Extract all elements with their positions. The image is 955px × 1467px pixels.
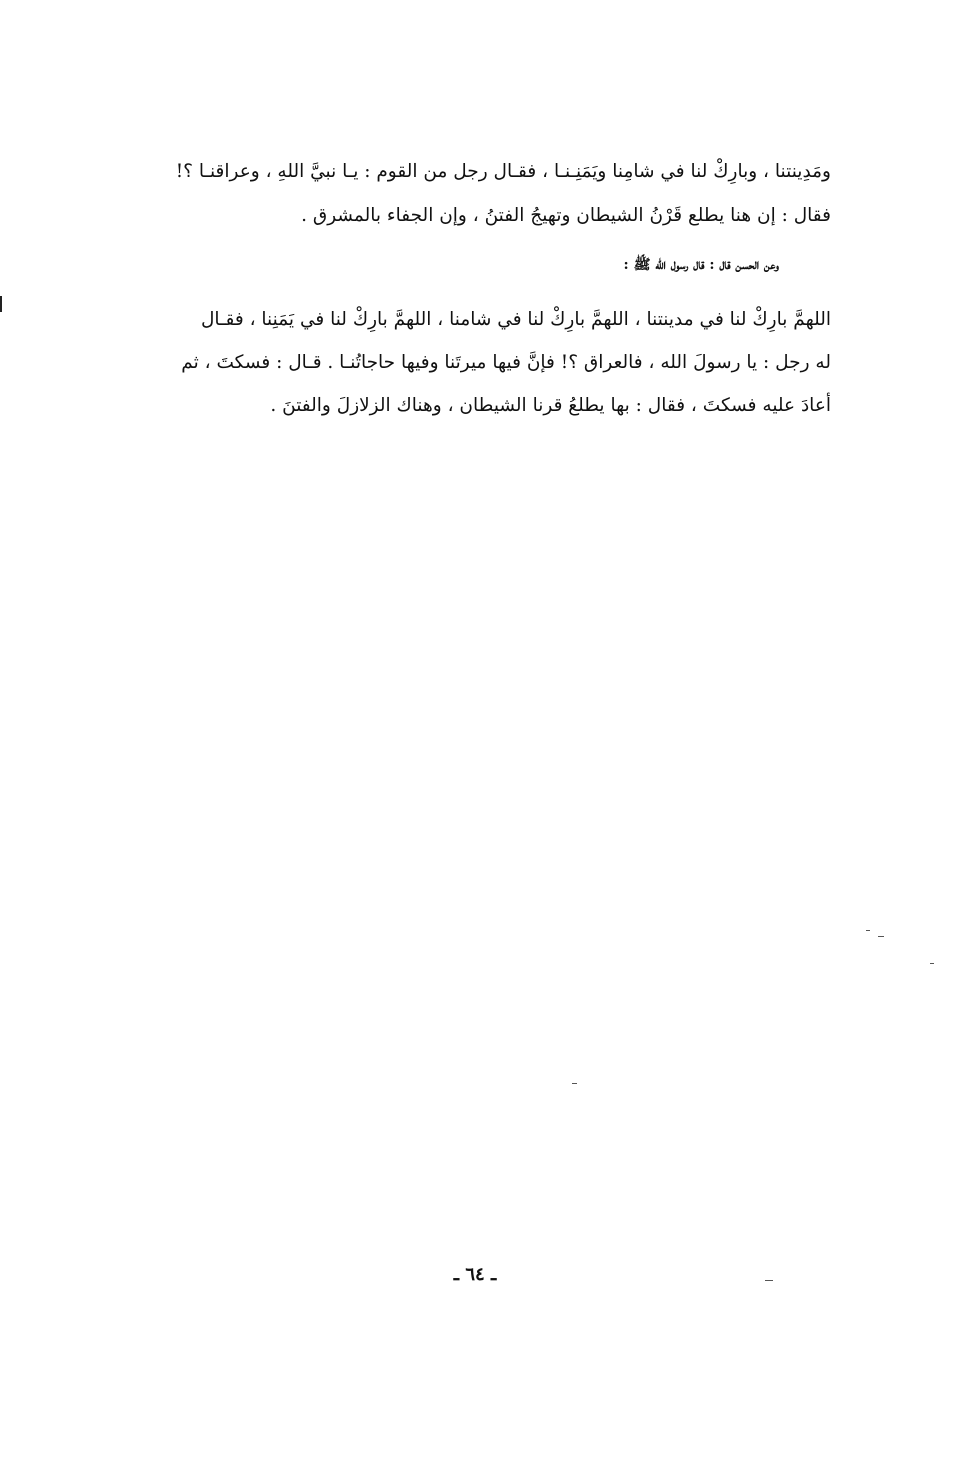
paragraph-2-line-3: أعادَ عليه فسكتَ ، فقال : بها يطلعُ قرنا الشيطان ، وهناك الزلازلَ والفتنَ . (270, 395, 831, 416)
page-number: ـ ٦٤ ـ (453, 1264, 497, 1285)
scan-artifact (572, 1083, 577, 1084)
hadith-heading: وعن الحسن قال : قال رسول الله ﷺ : (623, 257, 779, 273)
paragraph-1-line-2: فقال : إن هنا يطلع قَرْنُ الشيطان وتهيجُ الفتنُ ، وإن الجفاء بالمشرق . (301, 205, 831, 226)
scan-artifact (878, 936, 884, 937)
paragraph-2 (128, 298, 831, 427)
paragraph-2-line-2: له رجل : يا رسولَ الله ، فالعراق ؟! فإنَّ فيها ميرتَنا وفيها حاجاتُنـا . قـال : فسكتَ ، ثم (181, 352, 831, 373)
scan-artifact (765, 1280, 773, 1281)
scan-artifact (0, 296, 2, 312)
scan-artifact (930, 963, 934, 964)
paragraph-1 (128, 150, 831, 238)
paragraph-2-line-1: اللهمَّ بارِكْ لنا في مدينتنا ، اللهمَّ بارِكْ لنا في شامنا ، اللهمَّ بارِكْ لنا في يَمَنِنا ، فقـال (200, 309, 831, 330)
scan-artifact (866, 930, 870, 931)
paragraph-1-line-1: ومَدِينتنا ، وبارِكْ لنا في شامِنا ويَمَنِـنـا ، فقـال رجل من القوم : يـا نبيَّ اللهِ ، وعراقنـا ؟! (175, 161, 831, 182)
